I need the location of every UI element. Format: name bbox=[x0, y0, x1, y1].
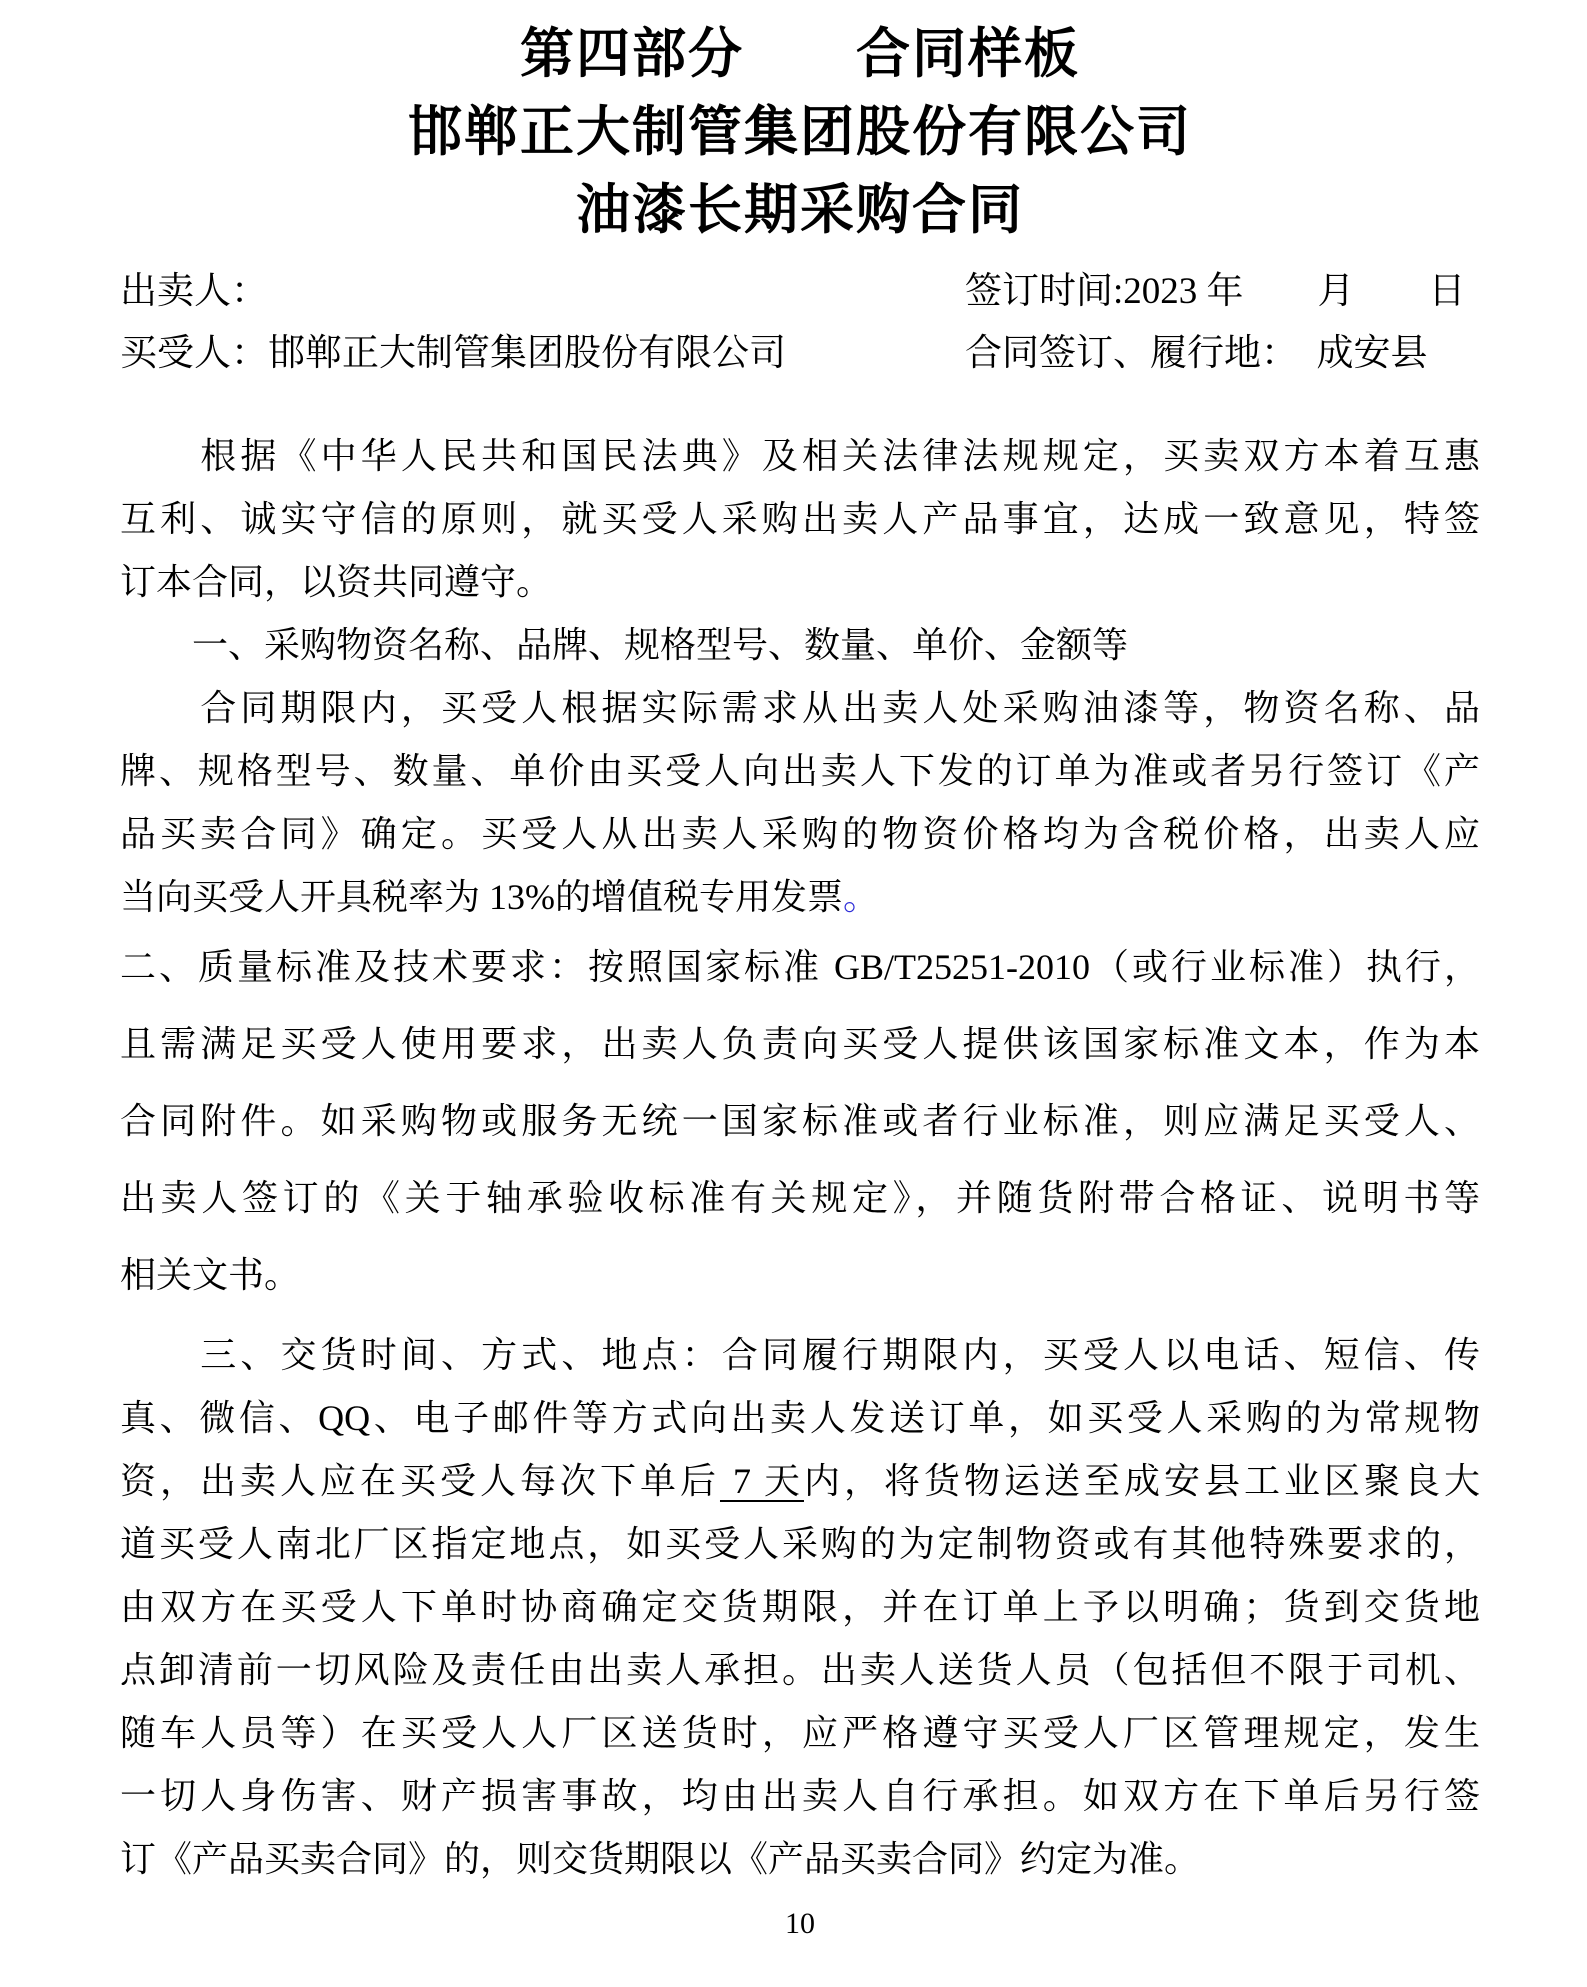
text-run: 合同期限内，买受人根据实际需求从出卖人处采购油漆等，物资名称、品 bbox=[120, 688, 1480, 728]
underlined-fill-in: 7 天 bbox=[719, 1461, 804, 1501]
title-contract-name: 油漆长期采购合同 bbox=[576, 180, 1024, 240]
contract-meta bbox=[120, 261, 1480, 385]
text-run: 一、采购物资名称、品牌、规格型号、数量、单价、金额等 bbox=[120, 625, 1129, 665]
text-line bbox=[120, 1450, 1480, 1513]
text-run: 内，将货物运送至成安县工业区聚良大 bbox=[803, 1461, 1480, 1501]
text-line bbox=[120, 551, 1480, 614]
text-line bbox=[120, 1639, 1480, 1702]
text-run: 根据《中华人民共和国民法典》及相关法律法规规定，买卖双方本着互惠 bbox=[120, 436, 1480, 476]
text-line bbox=[120, 425, 1480, 488]
paragraph-intro bbox=[120, 425, 1480, 614]
paragraph-section-1-heading bbox=[120, 614, 1480, 677]
text-line bbox=[120, 1576, 1480, 1639]
paragraph-section-1-body bbox=[120, 677, 1480, 929]
text-line bbox=[120, 1828, 1480, 1891]
text-line bbox=[120, 1324, 1480, 1387]
text-line bbox=[120, 1702, 1480, 1765]
text-line bbox=[120, 1237, 1480, 1314]
text-run: 当向买受人开具税率为 13%的增值税专用发票 bbox=[120, 877, 843, 917]
paragraph-section-3 bbox=[120, 1324, 1480, 1891]
paragraph-section-2 bbox=[120, 929, 1480, 1314]
text-line bbox=[120, 1083, 1480, 1160]
text-run: 订《产品买卖合同》的，则交货期限以《产品买卖合同》约定为准。 bbox=[120, 1839, 1201, 1879]
text-run: 一切人身伤害、财产损害事故，均由出卖人自行承担。如双方在下单后另行签 bbox=[120, 1776, 1480, 1816]
text-run: 随车人员等）在买受人人厂区送货时，应严格遵守买受人厂区管理规定，发生 bbox=[120, 1713, 1480, 1753]
sign-time-field: 签订时间:2023 年 月 日 bbox=[965, 271, 1466, 312]
title-part-label: 第四部分 合同样板 bbox=[520, 24, 1080, 84]
text-run: 订本合同，以资共同遵守。 bbox=[120, 562, 553, 602]
text-line bbox=[120, 1765, 1480, 1828]
text-line bbox=[120, 677, 1480, 740]
text-line bbox=[120, 614, 1480, 677]
text-run: 品买卖合同》确定。买受人从出卖人采购的物资价格均为含税价格，出卖人应 bbox=[120, 814, 1480, 854]
blue-period: 。 bbox=[843, 877, 880, 917]
document-body bbox=[120, 425, 1480, 1891]
text-run: 资，出卖人应在买受人每次下单后 bbox=[120, 1461, 720, 1501]
document-title bbox=[120, 15, 1480, 249]
text-run: 合同附件。如采购物或服务无统一国家标准或者行业标准，则应满足买受人、 bbox=[120, 1101, 1480, 1141]
buyer-field: 买受人：邯郸正大制管集团股份有限公司 bbox=[120, 333, 786, 374]
text-line bbox=[120, 803, 1480, 866]
text-line bbox=[120, 866, 1480, 929]
sign-place-field: 合同签订、履行地： 成安县 bbox=[965, 333, 1428, 374]
text-line bbox=[120, 488, 1480, 551]
text-line bbox=[120, 1006, 1480, 1083]
text-run: 牌、规格型号、数量、单价由买受人向出卖人下发的订单为准或者另行签订《产 bbox=[120, 751, 1480, 791]
text-line bbox=[120, 929, 1480, 1006]
text-run: 出卖人签订的《关于轴承验收标准有关规定》，并随货附带合格证、说明书等 bbox=[120, 1178, 1480, 1218]
text-run: 三、交货时间、方式、地点：合同履行期限内，买受人以电话、短信、传 bbox=[120, 1335, 1480, 1375]
text-run: 由双方在买受人下单时协商确定交货期限，并在订单上予以明确；货到交货地 bbox=[120, 1587, 1480, 1627]
text-run: 相关文书。 bbox=[120, 1255, 301, 1295]
text-line bbox=[120, 1160, 1480, 1237]
text-run: 真、微信、QQ、电子邮件等方式向出卖人发送订单，如买受人采购的为常规物 bbox=[120, 1398, 1480, 1438]
page-number: 10 bbox=[785, 1907, 815, 1940]
text-line bbox=[120, 1387, 1480, 1450]
text-run: 二、质量标准及技术要求：按照国家标准 GB/T25251-2010（或行业标准）执行， bbox=[120, 947, 1480, 987]
text-line bbox=[120, 1513, 1480, 1576]
text-line bbox=[120, 740, 1480, 803]
text-run: 点卸清前一切风险及责任由出卖人承担。出卖人送货人员（包括但不限于司机、 bbox=[120, 1650, 1480, 1690]
title-company-name: 邯郸正大制管集团股份有限公司 bbox=[408, 102, 1192, 162]
seller-field: 出卖人： bbox=[120, 271, 268, 312]
text-run: 道买受人南北厂区指定地点，如买受人采购的为定制物资或有其他特殊要求的， bbox=[120, 1524, 1480, 1564]
text-run: 且需满足买受人使用要求，出卖人负责向买受人提供该国家标准文本，作为本 bbox=[120, 1024, 1480, 1064]
text-run: 互利、诚实守信的原则，就买受人采购出卖人产品事宜，达成一致意见，特签 bbox=[120, 499, 1480, 539]
